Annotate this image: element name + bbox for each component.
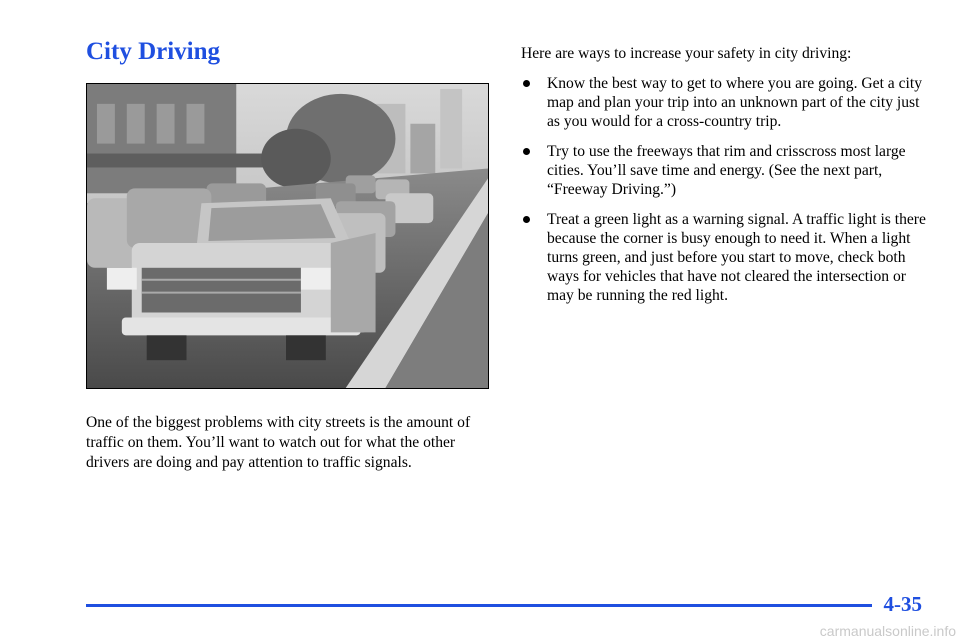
tips-intro: Here are ways to increase your safety in city driving:	[521, 45, 852, 62]
list-item	[521, 74, 936, 131]
footer-rule	[86, 604, 872, 607]
intro-paragraph: One of the biggest problems with city streets is the amount of traffic on them. You’ll want to watch out for what the other drivers are doing and pay attention to traffic signals.	[86, 414, 471, 471]
bullet-icon	[523, 216, 530, 223]
bullet-icon	[523, 80, 530, 87]
watermark: carmanualsonline.info	[819, 623, 956, 639]
city-traffic-illustration	[86, 83, 489, 389]
list-item-text: Treat a green light as a warning signal. A traffic light is there because the corner is busy enough to need it. When a light turns green, and just before you start to move, check both ways for vehicles that have not cleared the intersection or may be running the red light.	[547, 211, 926, 304]
list-item	[521, 142, 936, 199]
section-title: City Driving	[86, 38, 221, 65]
list-item-text: Know the best way to get to where you are going. Get a city map and plan your trip into an unknown part of the city just as you would for a cross-country trip.	[547, 75, 923, 130]
traffic-jam-image	[87, 84, 488, 388]
page-number: 4-35	[883, 592, 922, 616]
safety-tips-list	[521, 74, 936, 316]
list-item-text: Try to use the freeways that rim and crisscross most large cities. You’ll save time and energy. (See the next part, “Freeway Driving.”)	[547, 143, 906, 198]
list-item	[521, 210, 936, 305]
bullet-icon	[523, 148, 530, 155]
